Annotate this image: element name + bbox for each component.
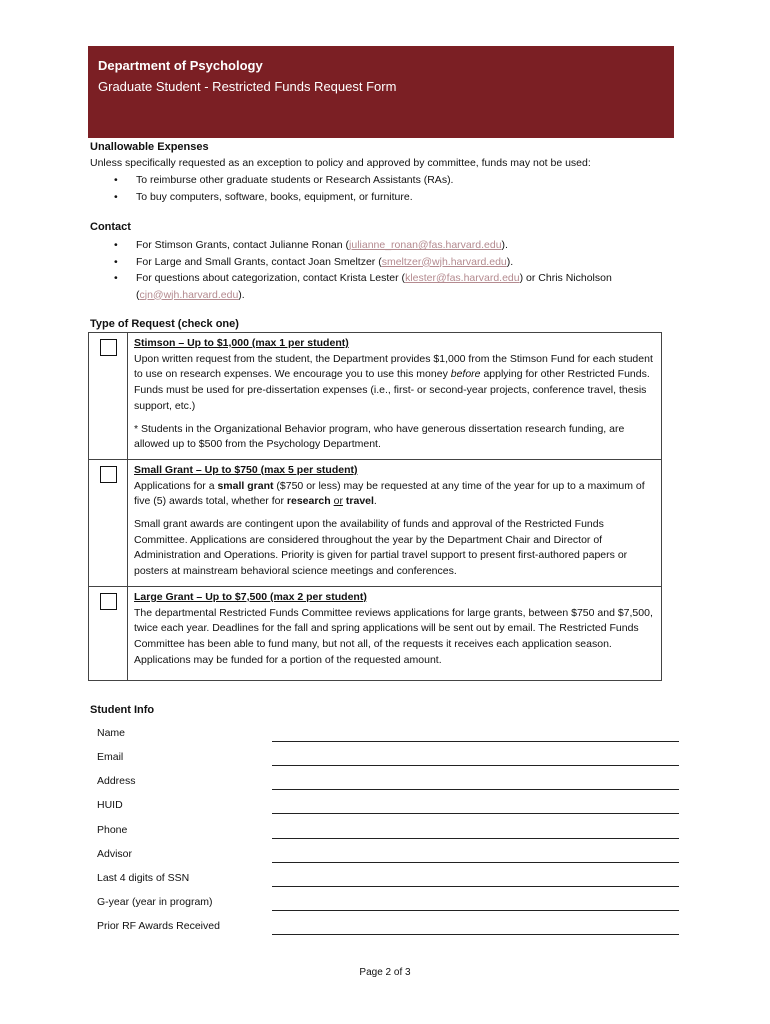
- department-name: Department of Psychology: [98, 58, 263, 73]
- option-note: * Students in the Organizational Behavior program, who have generous dissertation research funding, are allowed up to $500 from the Psychology Department.: [134, 422, 625, 451]
- field-label-gyear: G-year (year in program): [97, 896, 213, 908]
- field-label-name: Name: [97, 727, 126, 739]
- email-link[interactable]: julianne_ronan@fas.harvard.edu: [349, 239, 502, 251]
- gyear-input-line[interactable]: [272, 910, 679, 911]
- contact-text: ).: [506, 255, 514, 268]
- stimson-checkbox[interactable]: [100, 339, 117, 356]
- unallowable-title: Unallowable Expenses: [90, 141, 209, 153]
- unallowable-list: [110, 172, 453, 205]
- option-title: Small Grant – Up to $750 (max 5 per student): [134, 463, 358, 476]
- request-option-stimson: [89, 333, 662, 460]
- field-label-phone: Phone: [97, 824, 128, 836]
- field-label-email: Email: [97, 751, 124, 763]
- field-label-advisor: Advisor: [97, 848, 133, 860]
- student-info-title: Student Info: [90, 704, 155, 716]
- ssn-input-line[interactable]: [272, 886, 679, 887]
- request-type-table: [88, 332, 662, 681]
- list-item: [110, 254, 612, 271]
- name-input-line[interactable]: [272, 741, 679, 742]
- request-type-title: Type of Request (check one): [90, 318, 239, 330]
- field-label-address: Address: [97, 775, 136, 787]
- field-label-ssn: Last 4 digits of SSN: [97, 872, 190, 884]
- option-note: Small grant awards are contingent upon the availability of funds and approval of the Restricted Funds Committee. Applications are considered throughout the year by the Department Chair and Director of Administration and Operations. Priority is given for partial travel support to present first-authored papers or posters at mainstream behavioral science meetings and conferences.: [134, 518, 628, 578]
- advisor-input-line[interactable]: [272, 862, 679, 863]
- email-link[interactable]: smeltzer@wjh.harvard.edu: [381, 255, 507, 268]
- contact-list: [110, 237, 612, 303]
- address-input-line[interactable]: [272, 789, 679, 790]
- list-item: • To buy computers, software, books, equipment, or furniture.: [110, 189, 453, 206]
- contact-title: Contact: [90, 221, 131, 233]
- contact-text: ).: [238, 288, 245, 301]
- huid-input-line[interactable]: [272, 813, 679, 814]
- option-title: Large Grant – Up to $7,500 (max 2 per student): [134, 590, 367, 603]
- prior-awards-input-line[interactable]: [272, 934, 679, 935]
- request-option-small-grant: [89, 459, 662, 586]
- contact-text: For Large and Small Grants, contact Joan Smeltzer (: [136, 255, 382, 268]
- contact-text: For Stimson Grants, contact Julianne Ronan (: [136, 239, 350, 251]
- email-input-line[interactable]: [272, 765, 679, 766]
- form-header: [88, 46, 674, 138]
- option-description: The departmental Restricted Funds Committee reviews applications for large grants, between $750 and $7,500, twice each year. Deadlines for the fall and spring applications will be sent out by email. The Restricted Funds Committee has been able to fund many, but not all, of the requests it receives each application season. Applications may be funded for a portion of the requested amount.: [134, 606, 653, 666]
- contact-text: (: [136, 288, 140, 301]
- list-item: [110, 270, 612, 303]
- option-description: Applications for a small grant ($750 or less) may be requested at any time of the year for up to a maximum of five (5) awards total, whether for research or travel.: [134, 479, 645, 508]
- field-label-prior-awards: Prior RF Awards Received: [97, 920, 220, 932]
- request-option-large-grant: [89, 586, 662, 681]
- list-item: [110, 237, 612, 254]
- unallowable-intro: Unless specifically requested as an exception to policy and approved by committee, funds may not be used:: [90, 157, 591, 169]
- field-label-huid: HUID: [97, 799, 123, 811]
- option-description: Upon written request from the student, the Department provides $1,000 from the Stimson Fund for each student to use on research expenses. We encourage you to use this money before applying for other Restricted Funds. Funds must be used for pre-dissertation expenses (i.e., first- or second-year projects, conference travel, thesis support, etc.): [134, 352, 653, 412]
- form-title: Graduate Student - Restricted Funds Request Form: [98, 79, 397, 94]
- page-number: Page 2 of 3: [359, 967, 411, 978]
- small-grant-checkbox[interactable]: [100, 466, 117, 483]
- email-link[interactable]: cjn@wjh.harvard.edu: [139, 288, 239, 301]
- option-title: Stimson – Up to $1,000 (max 1 per student): [134, 337, 349, 349]
- phone-input-line[interactable]: [272, 838, 679, 839]
- contact-text: For questions about categorization, contact Krista Lester (: [136, 272, 406, 284]
- large-grant-checkbox[interactable]: [100, 593, 117, 610]
- contact-text: ).: [501, 239, 508, 251]
- list-item: • To reimburse other graduate students or Research Assistants (RAs).: [110, 172, 453, 189]
- email-link[interactable]: klester@fas.harvard.edu: [405, 272, 520, 284]
- contact-text: ) or Chris Nicholson: [519, 272, 612, 284]
